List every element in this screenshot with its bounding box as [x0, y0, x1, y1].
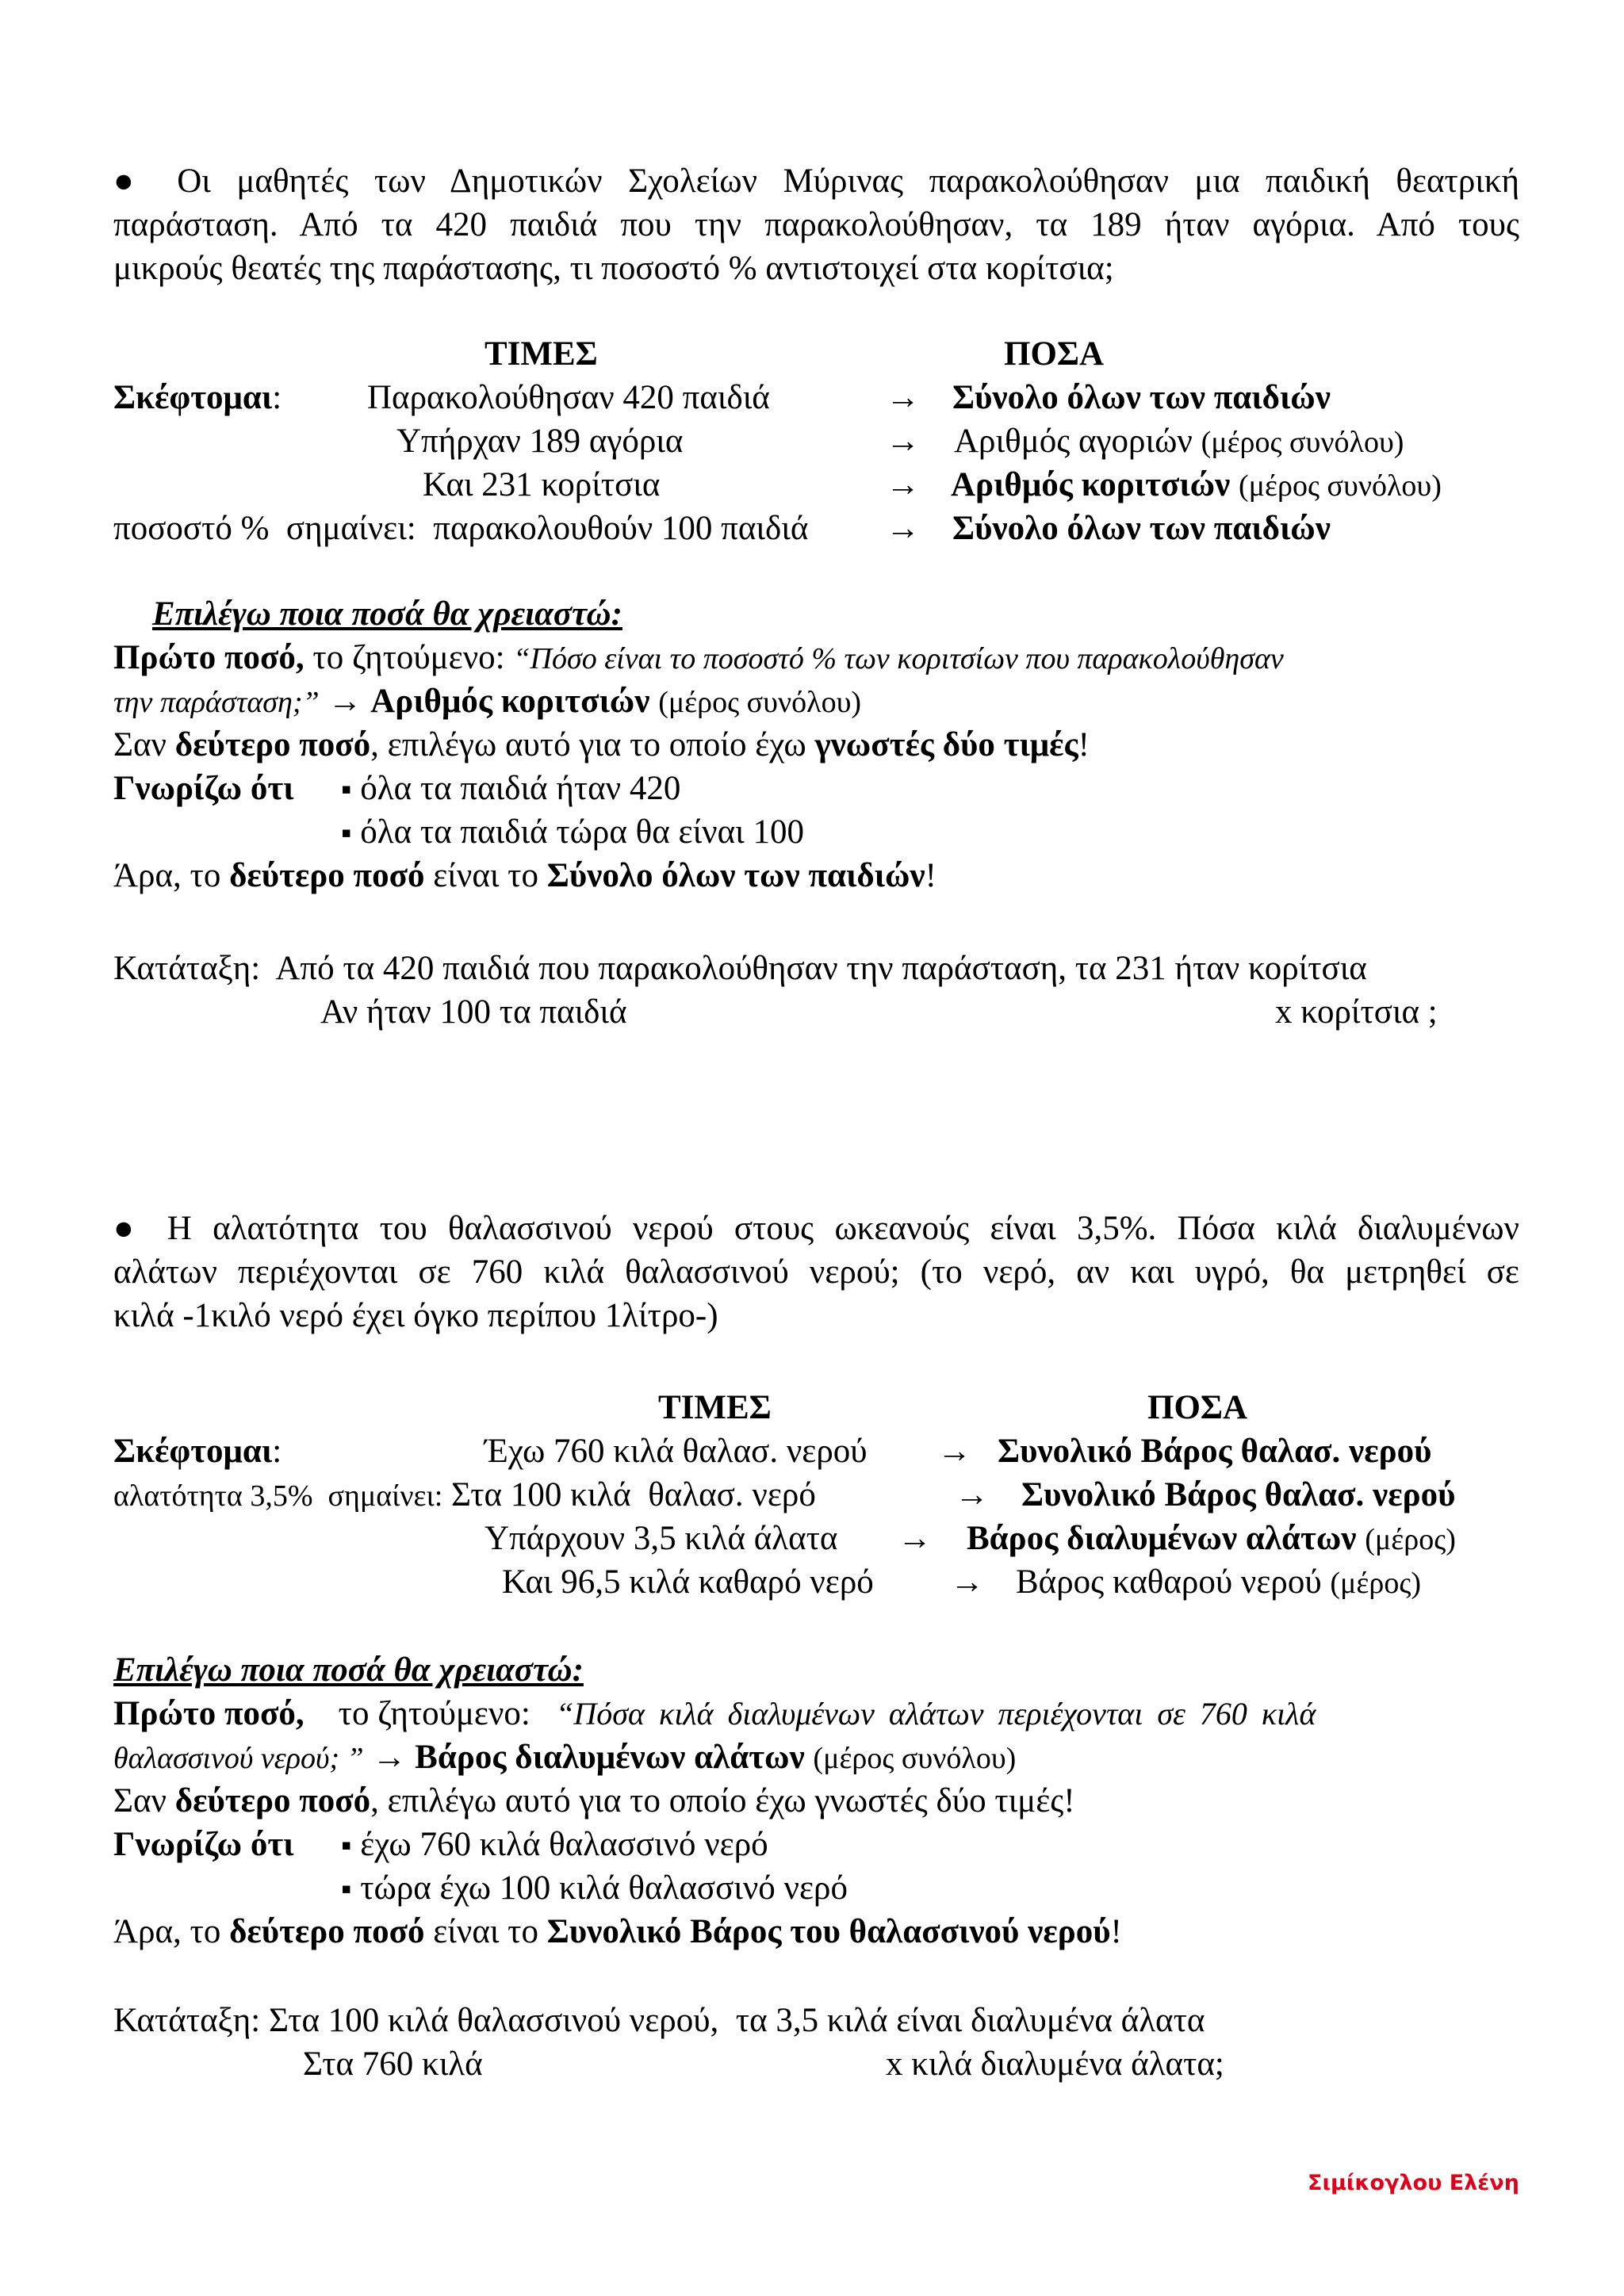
p2-first-result: Βάρος διαλυμένων αλάτων [415, 1739, 805, 1776]
p1-know2-text: όλα τα παιδιά τώρα θα είναι 100 [360, 813, 804, 851]
p1-row4-prefix: ποσοστό % σημαίνει: [113, 510, 416, 547]
p2-row4-arrow: → [950, 1563, 984, 1601]
p2-row3-right [967, 1517, 1456, 1561]
p2-bullet2: ▪ [341, 1873, 352, 1906]
p1-row2-right-text: Αριθμός αγοριών [954, 423, 1193, 460]
p1-so-line [113, 855, 936, 897]
p2-row2-right: Συνολικό Βάρος θαλασ. νερού [1021, 1476, 1456, 1513]
p1-row2-note: (μέρος συνόλου) [1201, 426, 1404, 459]
p2-class-line1: Κατάταξη: Στα 100 κιλά θαλασσινού νερού, τα 3,5 κιλά είναι διαλυμένα άλατα [113, 2002, 1205, 2039]
p1-second-pre: Σαν [113, 726, 175, 763]
p1-second-line [113, 724, 1090, 767]
p1-class-line2-left: Αν ήταν 100 τα παιδιά [320, 993, 627, 1031]
p1-first-text: το ζητούμενο: [312, 639, 505, 676]
p2-bullet1: ▪ [341, 1829, 352, 1862]
p1-first-line [113, 637, 1284, 680]
p2-class-line2-right: x κιλά διαλυμένα άλατα; [886, 2045, 1224, 2083]
p2-second-end: , επιλέγω αυτό για το οποίο έχω γνωστές δύο τιμές! [370, 1782, 1075, 1820]
p1-know1 [341, 767, 680, 811]
p2-so-label: δεύτερο ποσό [229, 1913, 425, 1950]
p1-class-line1: Κατάταξη: Από τα 420 παιδιά που παρακολούθησαν την παράσταση, τα 231 ήταν κορίτσια [113, 950, 1367, 987]
p1-intro-line3: μικρούς θεατές της παράστασης, τι ποσοστό % αντιστοιχεί στα κορίτσια; [113, 250, 1114, 287]
p2-first-text: το ζητούμενο: [338, 1695, 530, 1732]
p2-row4-left: Και 96,5 κιλά καθαρό νερό [502, 1563, 874, 1601]
p1-first-line2 [113, 680, 861, 724]
p1-row3-right [951, 464, 1442, 507]
p1-intro-line2: παράσταση. Από τα 420 παιδιά που την παρακολούθησαν, τα 189 ήταν αγόρια. Από τους [113, 206, 1519, 243]
p2-row2-left-text: Στα 100 κιλά θαλασ. νερό [451, 1476, 816, 1513]
p2-know2 [341, 1867, 848, 1911]
p2-so-pre: Άρα, το [113, 1913, 230, 1950]
p2-first-line2 [113, 1736, 1016, 1780]
p1-row4-right: Σύνολο όλων των παιδιών [952, 510, 1331, 547]
p1-row3-left: Και 231 κορίτσια [423, 466, 661, 503]
p2-row4-right-text: Βάρος καθαρού νερού [1016, 1563, 1322, 1601]
p2-intro-line2: αλάτων περιέχονται σε 760 κιλά θαλασσινού νερού; (το νερό, αν και υγρό, θα μετρηθεί σε [113, 1253, 1519, 1291]
p2-first-label: Πρώτο ποσό, [113, 1695, 304, 1732]
p2-know2-text: τώρα έχω 100 κιλά θαλασσινό νερό [360, 1869, 848, 1907]
p1-bullet2: ▪ [341, 817, 352, 850]
p2-so-end: ! [1110, 1913, 1122, 1950]
p2-first-result-note: (μέρος συνόλου) [813, 1742, 1017, 1775]
p1-know2 [341, 811, 804, 855]
p1-row3-arrow: → [886, 466, 920, 503]
p2-row1-right: Συνολικό Βάρος θαλασ. νερού [998, 1433, 1432, 1470]
p1-so-label: δεύτερο ποσό [229, 857, 425, 894]
p1-know-label: Γνωρίζω ότι [113, 770, 294, 807]
p2-row3-arrow: → [898, 1520, 932, 1557]
p2-header-posa: ΠΟΣΑ [1147, 1389, 1248, 1426]
p2-second-label: δεύτερο ποσό [174, 1782, 371, 1820]
p1-row2-right [954, 420, 1404, 464]
p1-row2-left: Υπήρχαν 189 αγόρια [396, 423, 684, 460]
p2-row1-arrow: → [937, 1433, 971, 1470]
p1-second-bold-end: γνωστές δύο τιμές [814, 726, 1078, 763]
p2-know1-text: έχω 760 κιλά θαλασσινό νερό [360, 1826, 768, 1863]
p1-first-result-note: (μέρος συνόλου) [658, 686, 862, 719]
p2-row4-right [1016, 1561, 1421, 1605]
author-signature: Σιμίκογλου Ελένη [1308, 2171, 1519, 2195]
p1-class-line2-right: x κορίτσια ; [1275, 993, 1438, 1031]
p2-class-line2-left: Στα 760 κιλά [303, 2045, 483, 2083]
p1-row1-left: Παρακολούθησαν 420 παιδιά [367, 379, 770, 416]
p1-first-quote2: την παράσταση;” [113, 686, 320, 719]
p1-so-bold: Σύνολο όλων των παιδιών [546, 857, 925, 894]
p1-row1-right: Σύνολο όλων των παιδιών [952, 379, 1331, 416]
p1-second-end: ! [1078, 726, 1090, 763]
p2-know-label: Γνωρίζω ότι [113, 1826, 294, 1863]
p2-first-quote2: θαλασσινού νερού; ” [113, 1742, 364, 1775]
p2-think-label: Σκέφτομαι [113, 1433, 273, 1470]
p2-so-line [113, 1911, 1122, 1954]
p2-row3-note: (μέρος) [1365, 1523, 1456, 1556]
p1-row4-left [113, 507, 808, 550]
p1-first-result: Αριθμός κοριτσιών [370, 683, 650, 720]
p1-row3-note: (μέρος συνόλου) [1239, 469, 1442, 503]
p1-row4-arrow: → [886, 510, 920, 547]
p2-know1 [341, 1823, 768, 1867]
p1-first-label: Πρώτο ποσό, [113, 639, 304, 676]
p2-intro-line1: ● Η αλατότητα του θαλασσινού νερού στους ωκεανούς είναι 3,5%. Πόσα κιλά διαλυμένων [113, 1210, 1519, 1247]
p1-bullet1: ▪ [341, 773, 352, 806]
p2-first-line [113, 1693, 1519, 1735]
p2-second-pre: Σαν [113, 1782, 175, 1820]
p2-row4-note: (μέρος) [1330, 1567, 1422, 1600]
p1-row1-arrow: → [886, 379, 920, 416]
p2-row3-right-text: Βάρος διαλυμένων αλάτων [967, 1520, 1357, 1557]
p1-header-times: ΤΙΜΕΣ [485, 335, 598, 373]
p1-think-label: Σκέφτομαι [113, 379, 273, 416]
p1-so-mid: είναι το [424, 857, 547, 894]
p1-second-label: δεύτερο ποσό [174, 726, 371, 763]
p2-intro-line3: κιλά -1κιλό νερό έχει όγκο περίπου 1λίτρο-) [113, 1297, 718, 1334]
p1-think-colon: : [272, 379, 282, 416]
p1-row2-arrow: → [886, 423, 920, 460]
p2-header-times: ΤΙΜΕΣ [658, 1389, 772, 1426]
p1-think [113, 377, 282, 419]
p2-first-arrow: → [372, 1739, 407, 1776]
p2-row2-arrow: → [955, 1476, 989, 1513]
p1-header-posa: ΠΟΣΑ [1004, 335, 1105, 373]
p2-so-mid: είναι το [424, 1913, 547, 1950]
p2-think-colon: : [272, 1433, 282, 1470]
p1-know1-text: όλα τα παιδιά ήταν 420 [360, 770, 681, 807]
p1-choose-heading: Επιλέγω ποια ποσά θα χρειαστώ: [152, 595, 622, 633]
p2-row2-prefix: αλατότητα 3,5% σημαίνει: [113, 1479, 443, 1513]
p2-row3-left: Υπάρχουν 3,5 κιλά άλατα [485, 1520, 838, 1557]
p1-intro-line1: ● Οι μαθητές των Δημοτικών Σχολείων Μύρινας παρακολούθησαν μια παιδική θεατρική [113, 163, 1519, 200]
p1-first-quote1: “Πόσο είναι το ποσοστό % των κοριτσίων που παρακολούθησαν [513, 642, 1284, 675]
p1-so-end: ! [925, 857, 936, 894]
p2-first-quote1: “Πόσα κιλά διαλυμένων αλάτων περιέχονται σε 760 κιλά [556, 1696, 1316, 1732]
p1-row3-right-text: Αριθμός κοριτσιών [951, 466, 1231, 503]
p2-row2-left [113, 1474, 816, 1517]
p2-think [113, 1430, 282, 1473]
p2-choose-heading: Επιλέγω ποια ποσά θα χρειαστώ: [113, 1651, 584, 1689]
p2-row1-left: Έχω 760 κιλά θαλασ. νερού [485, 1433, 868, 1470]
p2-so-bold: Συνολικό Βάρος του θαλασσινού νερού [546, 1913, 1111, 1950]
p1-so-pre: Άρα, το [113, 857, 230, 894]
p1-row4-left-text: παρακολουθούν 100 παιδιά [433, 510, 809, 547]
p1-second-mid: , επιλέγω αυτό για το οποίο έχω [370, 726, 815, 763]
p2-second-line [113, 1780, 1075, 1823]
p1-first-arrow: → [327, 683, 362, 720]
